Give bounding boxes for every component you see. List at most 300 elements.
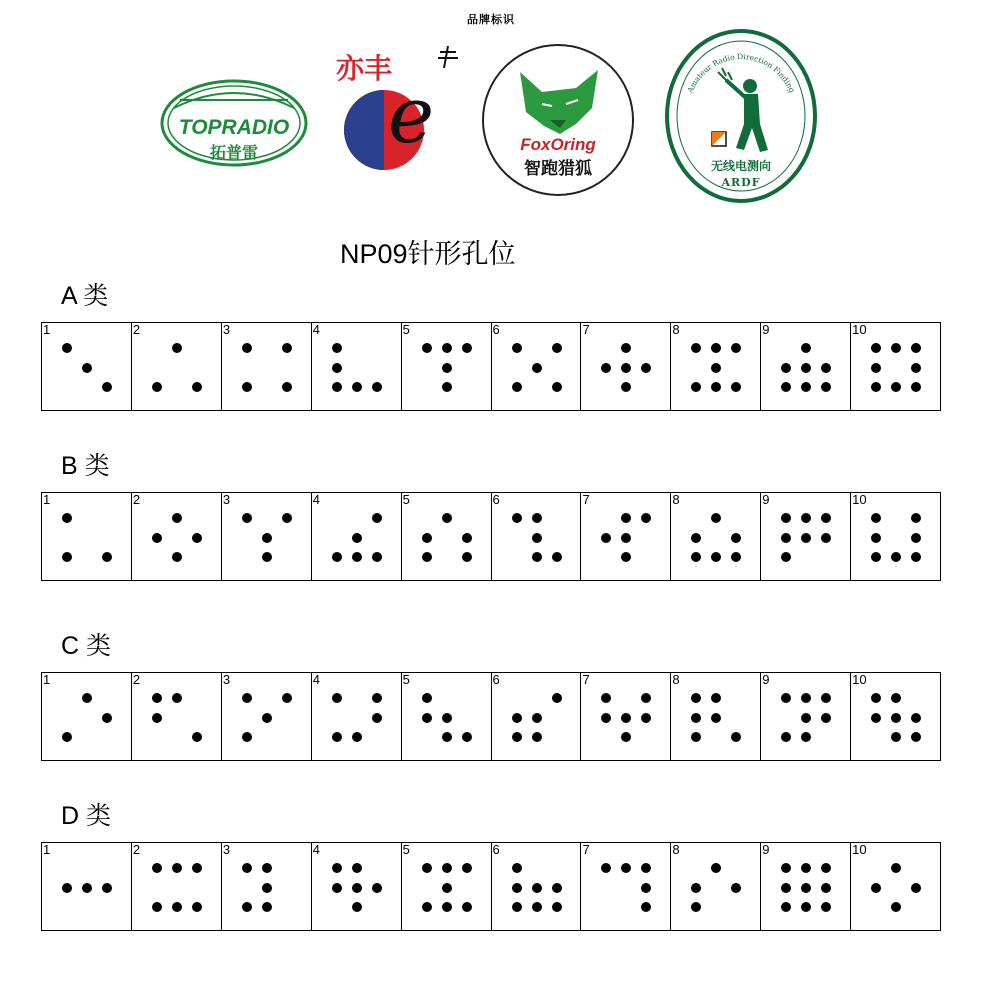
pin-dot xyxy=(871,713,881,723)
pin-dot xyxy=(62,552,72,562)
pattern-cell xyxy=(132,323,222,410)
pin-dot xyxy=(821,513,831,523)
pattern-cell xyxy=(671,323,761,410)
pin-dot xyxy=(192,902,202,912)
pin-dot xyxy=(801,883,811,893)
pin-dot xyxy=(711,693,721,703)
pin-dot xyxy=(332,732,342,742)
pin-dot xyxy=(462,552,472,562)
pin-dot xyxy=(102,382,112,392)
pin-dot xyxy=(911,883,921,893)
topradio-logo-subtext: 拓普雷 xyxy=(209,143,259,162)
pattern-cell-number: 7 xyxy=(582,322,590,337)
pattern-cell-number: 4 xyxy=(312,672,320,687)
pin-dot xyxy=(871,513,881,523)
pin-dot xyxy=(332,883,342,893)
pin-dot xyxy=(552,883,562,893)
ardf-logo-graphic xyxy=(664,28,818,204)
ardf-logo-ring-text: Amateur Radio Direction Finding xyxy=(685,52,797,95)
pattern-cell-number: 10 xyxy=(852,672,867,687)
pin-dot xyxy=(711,343,721,353)
pin-dot xyxy=(641,863,651,873)
pin-dot xyxy=(242,513,252,523)
pattern-cell xyxy=(581,323,671,410)
pin-dot xyxy=(262,713,272,723)
pin-dot xyxy=(172,343,182,353)
pattern-cell-number: 4 xyxy=(312,322,320,337)
pattern-cell-number: 4 xyxy=(312,492,320,507)
pin-dot xyxy=(601,693,611,703)
pattern-cell xyxy=(312,323,402,410)
pattern-cell xyxy=(851,673,940,760)
pin-dot xyxy=(332,363,342,373)
pattern-cell-number: 3 xyxy=(222,672,231,687)
pin-dot xyxy=(711,713,721,723)
pin-dot xyxy=(911,382,921,392)
pin-dot xyxy=(821,863,831,873)
pin-dot xyxy=(262,533,272,543)
pin-dot xyxy=(462,343,472,353)
pin-dot xyxy=(242,902,252,912)
pattern-cell xyxy=(492,843,582,930)
pattern-cell xyxy=(222,323,312,410)
pin-dot xyxy=(871,343,881,353)
pin-dot xyxy=(512,343,522,353)
pin-dot xyxy=(821,533,831,543)
pin-dot xyxy=(262,902,272,912)
pin-dot xyxy=(621,382,631,392)
pin-dot xyxy=(442,363,452,373)
pin-dot xyxy=(691,902,701,912)
yifeng-logo-graphic xyxy=(332,42,472,172)
pin-dot xyxy=(641,363,651,373)
pin-dot xyxy=(352,902,362,912)
pin-dot xyxy=(891,343,901,353)
pin-dot xyxy=(332,693,342,703)
pin-dot xyxy=(691,883,701,893)
pin-dot xyxy=(891,382,901,392)
pattern-cell xyxy=(132,673,222,760)
pin-dot xyxy=(192,863,202,873)
pin-dot xyxy=(532,552,542,562)
pin-dot xyxy=(532,513,542,523)
pin-dot xyxy=(102,552,112,562)
pin-dot xyxy=(512,732,522,742)
pattern-cell xyxy=(581,493,671,580)
pin-dot xyxy=(781,863,791,873)
pin-dot xyxy=(192,382,202,392)
pin-dot xyxy=(442,863,452,873)
pin-dot xyxy=(352,863,362,873)
pin-dot xyxy=(821,713,831,723)
pin-dot xyxy=(731,732,741,742)
pattern-cell-number: 2 xyxy=(132,842,141,857)
pin-dot xyxy=(731,552,741,562)
pin-dot xyxy=(352,732,362,742)
pin-dot xyxy=(372,382,382,392)
pin-dot xyxy=(871,883,881,893)
topradio-logo-graphic xyxy=(160,78,308,168)
pin-dot xyxy=(82,363,92,373)
pattern-cell-number: 7 xyxy=(582,842,590,857)
pattern-cell-number: 8 xyxy=(672,322,680,337)
pattern-cell-number: 7 xyxy=(582,492,590,507)
pattern-cell-number: 8 xyxy=(672,842,680,857)
brand-caption: 品牌标识 xyxy=(467,13,515,26)
pin-dot xyxy=(911,713,921,723)
pin-dot xyxy=(641,883,651,893)
pin-dot xyxy=(781,693,791,703)
pattern-cell-number: 7 xyxy=(582,672,590,687)
pin-dot xyxy=(731,382,741,392)
pin-dot xyxy=(821,382,831,392)
pin-dot xyxy=(621,363,631,373)
pattern-cell xyxy=(851,323,940,410)
pin-dot xyxy=(621,513,631,523)
pin-dot xyxy=(372,552,382,562)
pin-dot xyxy=(801,713,811,723)
pin-dot xyxy=(641,693,651,703)
pattern-cell xyxy=(671,843,761,930)
pin-dot xyxy=(711,513,721,523)
pin-dot xyxy=(801,343,811,353)
pattern-cell xyxy=(42,673,132,760)
pin-dot xyxy=(242,343,252,353)
pin-dot xyxy=(282,513,292,523)
pin-dot xyxy=(891,863,901,873)
pin-dot xyxy=(552,552,562,562)
pattern-strip-d xyxy=(41,842,941,931)
pattern-cell-number: 2 xyxy=(132,492,141,507)
pattern-cell-number: 1 xyxy=(43,492,51,507)
pattern-cell xyxy=(222,493,312,580)
pattern-cell xyxy=(492,493,582,580)
pattern-cell-number: 2 xyxy=(132,672,141,687)
pin-dot xyxy=(532,883,542,893)
pin-dot xyxy=(372,513,382,523)
pattern-cell-number: 9 xyxy=(762,322,770,337)
yifeng-logo-text: 亦丰 xyxy=(336,52,393,85)
pin-dot xyxy=(422,552,432,562)
pin-dot xyxy=(462,902,472,912)
pin-dot xyxy=(512,713,522,723)
pattern-cell xyxy=(42,493,132,580)
yifeng-logo-e: e xyxy=(388,71,435,161)
pin-dot xyxy=(601,863,611,873)
pattern-cell xyxy=(402,673,492,760)
pattern-cell xyxy=(492,323,582,410)
pin-dot xyxy=(601,533,611,543)
pattern-cell-number: 3 xyxy=(222,322,231,337)
pin-dot xyxy=(442,883,452,893)
pin-dot xyxy=(911,343,921,353)
pin-dot xyxy=(532,713,542,723)
pin-dot xyxy=(242,382,252,392)
pattern-cell xyxy=(761,673,851,760)
pin-dot xyxy=(172,552,182,562)
pin-dot xyxy=(62,732,72,742)
pattern-cell-number: 10 xyxy=(852,322,867,337)
pin-dot xyxy=(172,693,182,703)
pin-dot xyxy=(152,902,162,912)
pin-dot xyxy=(352,552,362,562)
pin-dot xyxy=(372,713,382,723)
pin-dot xyxy=(372,693,382,703)
pin-dot xyxy=(422,863,432,873)
pin-dot xyxy=(532,363,542,373)
pin-dot xyxy=(82,693,92,703)
pattern-cell-number: 1 xyxy=(43,322,51,337)
pin-dot xyxy=(532,902,542,912)
pin-dot xyxy=(691,533,701,543)
pattern-cell xyxy=(851,843,940,930)
pin-dot xyxy=(801,863,811,873)
pin-dot xyxy=(532,533,542,543)
pin-dot xyxy=(242,693,252,703)
pin-dot xyxy=(152,693,162,703)
pin-dot xyxy=(512,902,522,912)
pin-dot xyxy=(781,552,791,562)
pin-dot xyxy=(532,732,542,742)
pattern-cell-number: 6 xyxy=(492,492,500,507)
pin-dot xyxy=(172,863,182,873)
pin-dot xyxy=(641,713,651,723)
pin-dot xyxy=(282,382,292,392)
pin-dot xyxy=(801,732,811,742)
pin-dot xyxy=(462,863,472,873)
pattern-cell xyxy=(42,323,132,410)
pin-dot xyxy=(242,863,252,873)
pattern-cell xyxy=(312,493,402,580)
pin-dot xyxy=(552,902,562,912)
pattern-cell xyxy=(132,493,222,580)
pin-dot xyxy=(801,513,811,523)
pin-dot xyxy=(871,552,881,562)
pattern-cell-number: 10 xyxy=(852,492,867,507)
pin-dot xyxy=(172,902,182,912)
pin-dot xyxy=(422,343,432,353)
pattern-cell xyxy=(402,493,492,580)
topradio-logo-text: TOPRADIO xyxy=(178,116,290,139)
pattern-cell-number: 8 xyxy=(672,492,680,507)
pin-dot xyxy=(871,533,881,543)
pin-dot xyxy=(442,902,452,912)
pin-dot xyxy=(512,883,522,893)
pin-dot xyxy=(552,382,562,392)
pattern-cell-number: 6 xyxy=(492,322,500,337)
ardf-logo xyxy=(664,28,818,204)
pin-dot xyxy=(152,382,162,392)
pin-dot xyxy=(641,902,651,912)
pin-dot xyxy=(442,713,452,723)
pattern-cell-number: 4 xyxy=(312,842,320,857)
pin-dot xyxy=(512,863,522,873)
pin-dot xyxy=(332,343,342,353)
pin-dot xyxy=(262,863,272,873)
pin-dot xyxy=(891,693,901,703)
pin-dot xyxy=(731,883,741,893)
pin-dot xyxy=(711,363,721,373)
pin-dot xyxy=(781,382,791,392)
pin-dot xyxy=(352,883,362,893)
pin-dot xyxy=(372,883,382,893)
pattern-strip-a xyxy=(41,322,941,411)
pin-dot xyxy=(102,713,112,723)
pin-dot xyxy=(152,863,162,873)
pin-dot xyxy=(422,693,432,703)
pin-dot xyxy=(871,693,881,703)
pin-dot xyxy=(552,343,562,353)
pattern-cell xyxy=(581,673,671,760)
ardf-logo-subtext: ARDF xyxy=(721,176,761,189)
pin-dot xyxy=(552,693,562,703)
pattern-cell-number: 10 xyxy=(852,842,867,857)
ardf-logo-chinese: 无线电测向 xyxy=(710,159,772,173)
pin-dot xyxy=(691,343,701,353)
pin-dot xyxy=(352,533,362,543)
pin-dot xyxy=(601,363,611,373)
pin-dot xyxy=(82,883,92,893)
pin-dot xyxy=(442,732,452,742)
pin-dot xyxy=(422,902,432,912)
pattern-cell-number: 2 xyxy=(132,322,141,337)
pin-dot xyxy=(801,693,811,703)
pin-dot xyxy=(711,382,721,392)
pin-dot xyxy=(911,533,921,543)
pattern-cell-number: 8 xyxy=(672,672,680,687)
pin-dot xyxy=(152,713,162,723)
pattern-cell xyxy=(42,843,132,930)
pattern-cell xyxy=(312,843,402,930)
pin-dot xyxy=(711,552,721,562)
pin-dot xyxy=(262,552,272,562)
foxoring-logo-text: FoxOring xyxy=(520,135,596,154)
pin-dot xyxy=(102,883,112,893)
pattern-cell-number: 3 xyxy=(222,842,231,857)
pattern-cell-number: 5 xyxy=(402,492,410,507)
pin-dot xyxy=(62,513,72,523)
pattern-cell-number: 9 xyxy=(762,672,770,687)
pin-dot xyxy=(242,732,252,742)
pin-dot xyxy=(801,902,811,912)
pin-dot xyxy=(911,363,921,373)
foxoring-logo-graphic xyxy=(480,42,636,198)
pattern-cell xyxy=(492,673,582,760)
pin-dot xyxy=(691,732,701,742)
pin-dot xyxy=(891,713,901,723)
pin-dot xyxy=(821,883,831,893)
pin-dot xyxy=(152,533,162,543)
pin-dot xyxy=(801,363,811,373)
pin-dot xyxy=(731,343,741,353)
pattern-strip-b xyxy=(41,492,941,581)
pattern-cell-number: 6 xyxy=(492,842,500,857)
pin-dot xyxy=(691,693,701,703)
pin-dot xyxy=(332,863,342,873)
pin-dot xyxy=(891,902,901,912)
pin-dot xyxy=(462,533,472,543)
pin-dot xyxy=(62,343,72,353)
pin-dot xyxy=(601,713,611,723)
pattern-cell xyxy=(671,493,761,580)
pin-dot xyxy=(891,552,901,562)
pin-dot xyxy=(462,732,472,742)
pin-dot xyxy=(512,513,522,523)
pin-dot xyxy=(821,693,831,703)
pin-dot xyxy=(821,363,831,373)
pin-dot xyxy=(262,883,272,893)
pin-dot xyxy=(332,552,342,562)
pattern-cell xyxy=(581,843,671,930)
pattern-cell-number: 5 xyxy=(402,842,410,857)
pin-dot xyxy=(691,713,701,723)
pattern-cell xyxy=(761,843,851,930)
pattern-cell-number: 1 xyxy=(43,842,51,857)
pin-dot xyxy=(691,382,701,392)
foxoring-logo xyxy=(480,42,636,198)
pin-dot xyxy=(891,732,901,742)
pin-dot xyxy=(801,382,811,392)
pin-dot xyxy=(871,363,881,373)
pin-dot xyxy=(192,533,202,543)
pin-dot xyxy=(691,552,701,562)
pin-dot xyxy=(282,343,292,353)
yifeng-logo xyxy=(332,42,472,172)
section-label-d: D 类 xyxy=(61,802,112,830)
pattern-cell xyxy=(312,673,402,760)
pin-dot xyxy=(781,883,791,893)
pin-dot xyxy=(442,382,452,392)
pattern-cell-number: 9 xyxy=(762,492,770,507)
pin-dot xyxy=(442,343,452,353)
pin-dot xyxy=(621,533,631,543)
pin-dot xyxy=(172,513,182,523)
pattern-cell xyxy=(761,493,851,580)
pin-dot xyxy=(422,713,432,723)
pattern-cell-number: 5 xyxy=(402,322,410,337)
pattern-cell xyxy=(402,323,492,410)
pin-dot xyxy=(781,902,791,912)
pin-dot xyxy=(282,693,292,703)
pin-dot xyxy=(621,732,631,742)
section-label-a: A 类 xyxy=(61,282,109,310)
topradio-logo xyxy=(160,78,308,168)
pin-dot xyxy=(332,382,342,392)
section-label-c: C 类 xyxy=(61,632,112,660)
pin-dot xyxy=(911,513,921,523)
pattern-cell xyxy=(851,493,940,580)
section-label-b: B 类 xyxy=(61,452,110,480)
foxoring-logo-subtext: 智跑猎狐 xyxy=(524,159,592,179)
pattern-cell-number: 1 xyxy=(43,672,51,687)
pattern-cell-number: 5 xyxy=(402,672,410,687)
pin-dot xyxy=(871,382,881,392)
pattern-cell xyxy=(222,843,312,930)
pin-dot xyxy=(422,533,432,543)
pin-dot xyxy=(621,863,631,873)
pin-dot xyxy=(781,513,791,523)
pin-dot xyxy=(781,363,791,373)
pin-dot xyxy=(62,883,72,893)
pin-dot xyxy=(621,713,631,723)
page-title: NP09针形孔位 xyxy=(340,239,516,269)
pin-dot xyxy=(621,343,631,353)
pin-dot xyxy=(911,552,921,562)
pattern-cell-number: 9 xyxy=(762,842,770,857)
pin-dot xyxy=(821,902,831,912)
pin-dot xyxy=(352,382,362,392)
pin-dot xyxy=(781,732,791,742)
